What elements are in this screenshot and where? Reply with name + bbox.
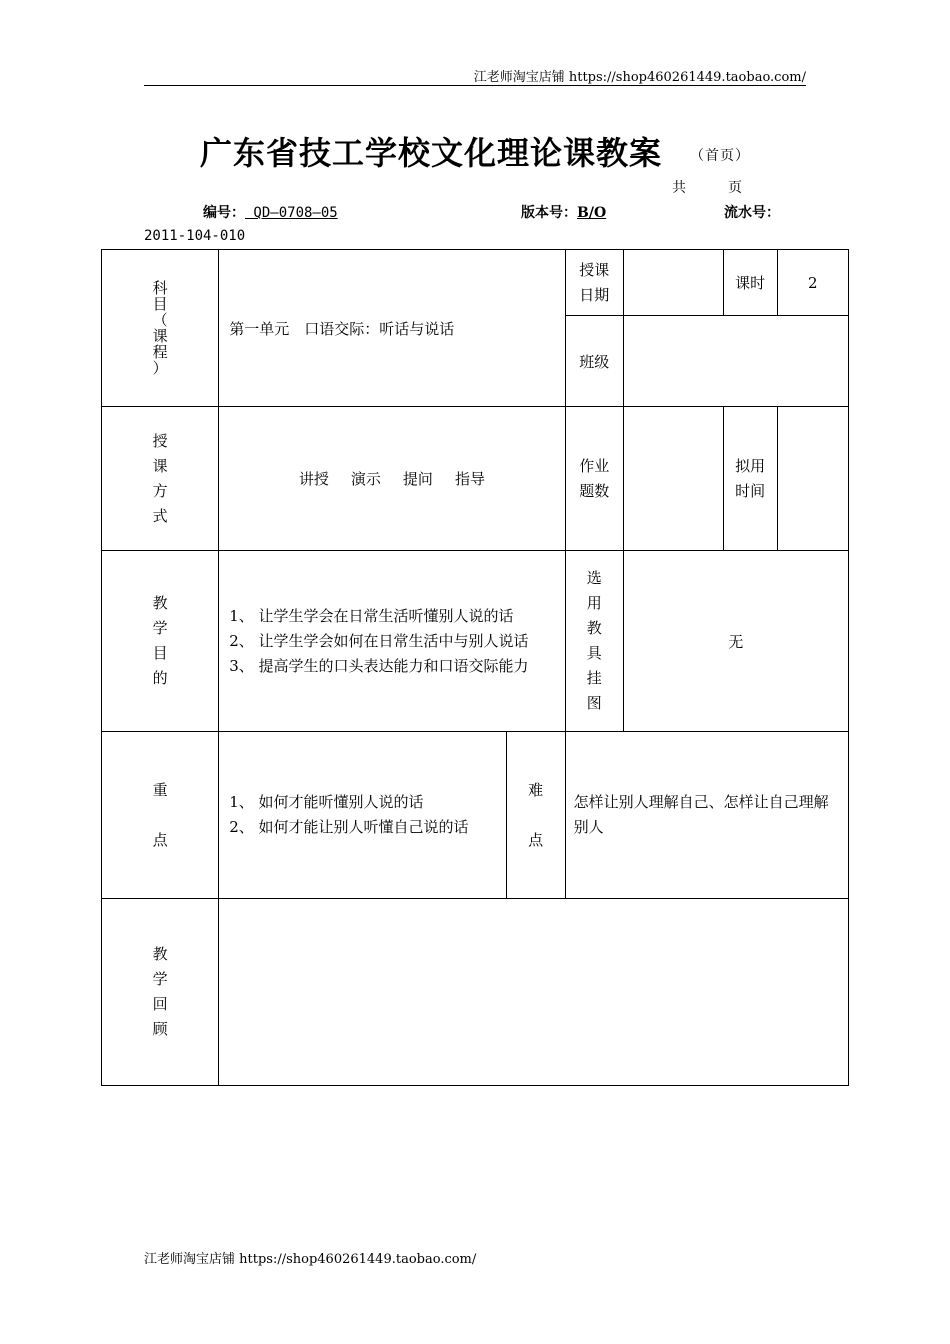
header-divider xyxy=(144,85,806,86)
code-field xyxy=(203,202,338,222)
method-label: 授 课 方 式 xyxy=(102,407,219,551)
pages-label: 页 xyxy=(728,180,742,196)
goal-label: 教 学 目 的 xyxy=(102,551,219,732)
header-shop-link: 江老师淘宝店铺 https://shop460261449.taobao.com/ xyxy=(473,70,806,85)
key-label: 重 点 xyxy=(102,732,219,899)
pages-total-label: 共 xyxy=(672,180,686,196)
subject-value: 第一单元 口语交际：听话与说话 xyxy=(219,250,565,407)
document-title xyxy=(0,128,950,174)
title-note: （首页） xyxy=(690,148,750,164)
time-label: 拟用 时间 xyxy=(723,407,777,551)
method-guide: 指导 xyxy=(454,470,485,488)
hours-label: 课时 xyxy=(723,250,777,316)
hours-value: 2 xyxy=(777,250,848,316)
subject-label: 科 目 （ 课 程 ） xyxy=(102,250,219,407)
homework-value xyxy=(623,407,723,551)
time-value xyxy=(777,407,848,551)
date-value xyxy=(623,250,723,316)
lesson-plan-table xyxy=(101,249,849,1086)
code-value: QD—0708—05 xyxy=(245,205,338,221)
method-question: 提问 xyxy=(402,470,433,488)
list-item: 3、 提高学生的口头表达能力和口语交际能力 xyxy=(229,656,529,675)
code-label: 编号： xyxy=(203,205,245,221)
difficulty-value: 怎样让别人理解自己、怎样让自己理解别人 xyxy=(565,732,848,899)
serial-value: 2011-104-010 xyxy=(144,228,246,244)
page-count xyxy=(672,177,742,197)
aids-label: 选 用 教 具 挂 图 xyxy=(565,551,623,732)
review-label: 教 学 回 顾 xyxy=(102,899,219,1086)
difficulty-label: 难 点 xyxy=(506,732,565,899)
footer-shop-link: 江老师淘宝店铺 https://shop460261449.taobao.com/ xyxy=(144,1252,477,1267)
list-item: 1、 让学生学会在日常生活听懂别人说的话 xyxy=(229,606,514,625)
title-text: 广东省技工学校文化理论课教案 xyxy=(199,134,662,172)
method-value xyxy=(219,407,565,551)
goal-list xyxy=(219,551,565,732)
homework-label: 作业 题数 xyxy=(565,407,623,551)
review-value xyxy=(219,899,849,1086)
list-item: 1、 如何才能听懂别人说的话 xyxy=(229,793,424,811)
method-lecture: 讲授 xyxy=(298,470,329,488)
serial-label: 流水号： xyxy=(724,205,780,221)
list-item: 2、 让学生学会如何在日常生活中与别人说话 xyxy=(229,631,529,650)
method-demo: 演示 xyxy=(350,470,381,488)
class-label: 班级 xyxy=(565,316,623,407)
version-value: B/O xyxy=(577,205,607,221)
version-field xyxy=(521,202,606,222)
key-list xyxy=(219,732,506,899)
date-label: 授课 日期 xyxy=(565,250,623,316)
version-label: 版本号： xyxy=(521,205,577,221)
aids-value: 无 xyxy=(623,551,848,732)
list-item: 2、 如何才能让别人听懂自己说的话 xyxy=(229,818,469,836)
serial-field xyxy=(724,202,780,222)
class-value xyxy=(623,316,848,407)
